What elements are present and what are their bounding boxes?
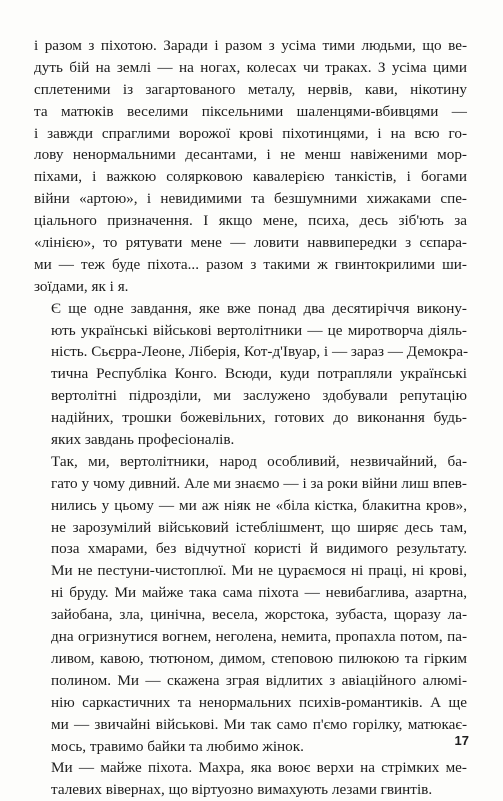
text-line: ми — звичайні військові. Ми так само п'ємо горілку, матюкає- <box>51 715 467 733</box>
text-line: ність. Сьєрра-Леоне, Ліберія, Кот-д'Івуар, і — зараз — Демокра- <box>51 343 469 361</box>
text-line: нились у цьому — ми аж ніяк не «біла кістка, блакитна кров», <box>51 496 467 514</box>
paragraph <box>34 451 467 757</box>
text-line: і разом з піхотою. Заради і разом з усіма тими людьми, що ве- <box>34 37 467 54</box>
text-line: війни «артою», і невидимими та безшумними хижаками спе- <box>34 190 467 208</box>
text-line: зайобана, зла, цинічна, весела, жорстока, зубаста, щоразу ла- <box>51 606 467 624</box>
text-line: ють українські військові вертолітники — це миротворча діяль- <box>51 321 467 339</box>
text-line: ні бруду. Ми майже така сама піхота — невибаглива, азартна, <box>51 584 467 602</box>
text-line: не зарозумілий військовий істеблішмент, що ширяє десь там, <box>51 518 467 536</box>
text-line: гато у чому дивний. Але ми знаємо — і за роки війни лиш впев- <box>51 474 467 492</box>
text-line: зоїдами, як і я. <box>34 277 129 295</box>
text-line: Ми не пестуни-чистоплюї. Ми не цураємося ні праці, ні крові, <box>51 562 467 580</box>
text-line: поза хмарами, без відчутної користі й видимого результату. <box>51 540 467 558</box>
text-line: ціального призначення. І якщо мене, психа, десь зіб'ють за <box>34 212 467 230</box>
text-line: яких завдань професіоналів. <box>51 431 235 449</box>
body-text <box>34 35 467 801</box>
text-line: талевих вівернах, що віртуозно вимахують лезами гвинтів. <box>51 781 433 799</box>
text-line: надійних, трошки божевільних, готових до виконання будь- <box>51 409 467 427</box>
page-number: 17 <box>454 733 469 748</box>
text-line: Є ще одне завдання, яке вже понад два десятиріччя викону- <box>51 299 467 317</box>
text-line: піхами, і важкою солярковою кавалерією танкістів, і богами <box>34 168 467 186</box>
paragraph <box>34 35 467 298</box>
text-line: дуть бій на землі — на ногах, колесах чи траках. З усіма цими <box>34 58 467 76</box>
text-line: ми — теж буде піхота... разом з такими ж гвинтокрилими ши- <box>34 255 467 273</box>
text-line: Так, ми, вертолітники, народ особливий, незвичайний, ба- <box>51 452 467 470</box>
paragraph <box>34 757 467 801</box>
text-line: «лінією», то рятувати мене — ловити наввипередки з сєпара- <box>34 234 467 252</box>
text-line: нію саркастичних та ненормальних психів-романтиків. А ще <box>51 693 467 711</box>
text-line: та матюків веселими піксельними шаленцями-вбивцями — <box>34 102 467 120</box>
text-line: дна огризнутися вогнем, неголена, немита, пропахла потом, па- <box>51 628 467 646</box>
text-line: вертолітні підрозділи, ми заслужено здобували репутацію <box>51 387 467 405</box>
text-line: і завжди спраглими ворожої крові піхотинцями, і на всю го- <box>34 124 467 142</box>
text-line: Ми — майже піхота. Махра, яка воює верхи на стрімких ме- <box>51 759 467 777</box>
text-line: тична Республіка Конго. Всюди, куди потрапляли українські <box>51 365 467 383</box>
text-line: лову ненормальними десантами, і не менш навіженими мор- <box>34 146 467 164</box>
text-line: полином. Ми — скажена зграя відлитих з авіаційного алюмі- <box>51 671 467 689</box>
text-line: мось, травимо байки та любимо жінок. <box>51 737 304 755</box>
paragraph <box>34 298 467 451</box>
text-line: ливом, кавою, тютюном, димом, степовою пилюкою та гірким <box>51 649 467 667</box>
text-line: сплетеними із загартованого металу, нервів, кави, нікотину <box>34 80 467 98</box>
